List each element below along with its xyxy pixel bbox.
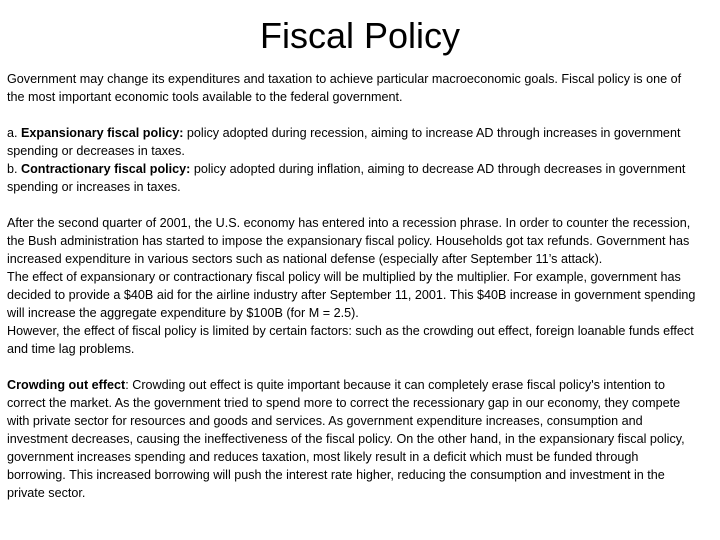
page-title: Fiscal Policy xyxy=(259,15,461,56)
recession-paragraph: After the second quarter of 2001, the U.S. economy has entered into a recession phrase. In order to counter the recession, the Bush administration has started to impose the expansionary fiscal policy. Households got tax refunds. Government has increased expenditure in various sectors such as national defense (especially after September 11’s attack). xyxy=(7,216,691,266)
crowding-out-term: Crowding out effect xyxy=(7,378,126,392)
spacer xyxy=(7,106,697,124)
list-marker-a: a. xyxy=(7,126,22,140)
expansionary-term: Expansionary fiscal policy: xyxy=(21,126,184,140)
contractionary-definition xyxy=(7,160,697,196)
list-marker-b: b. xyxy=(7,162,22,176)
crowding-out-text: : Crowding out effect is quite important because it can completely erase fiscal policy's intention to correct the market. As the government tried to spend more to correct the recessionary gap in our economy, they compete with private sector for resources and goods and services. As government expenditure increases, consumption and investment decreases, causing the ineffectiveness of the fiscal policy. On the other hand, in the expansionary fiscal policy, government increases spending and reduces taxation, most likely result in a deficit which must be funded through borrowing. This increased borrowing will push the interest rate higher, reducing the consumption and investment in the private sector. xyxy=(7,378,685,500)
limitations-paragraph: However, the effect of fiscal policy is limited by certain factors: such as the crowding out effect, foreign loanable funds effect and time lag problems. xyxy=(7,324,694,356)
spacer xyxy=(7,358,697,376)
multiplier-paragraph: The effect of expansionary or contractionary fiscal policy will be multiplied by the multiplier. For example, government has decided to provide a $40B aid for the airline industry after September 11, 2001. This $40B increase in government spending will increase the aggregate expenditure by $100B (for M = 2.5). xyxy=(7,270,696,320)
intro-paragraph: Government may change its expenditures and taxation to achieve particular macroeconomic goals. Fiscal policy is one of the most important economic tools available to the federal government. xyxy=(7,72,682,104)
contractionary-text: policy adopted during inflation, aiming to decrease AD through decreases in government spending or increases in taxes. xyxy=(7,162,686,194)
expansionary-text: policy adopted during recession, aiming to increase AD through increases in government spending or decreases in taxes. xyxy=(7,126,681,158)
contractionary-term: Contractionary fiscal policy: xyxy=(21,162,191,176)
crowding-out-paragraph xyxy=(7,376,697,502)
expansionary-definition xyxy=(7,124,697,160)
slide-body xyxy=(7,70,697,502)
spacer xyxy=(7,196,697,214)
